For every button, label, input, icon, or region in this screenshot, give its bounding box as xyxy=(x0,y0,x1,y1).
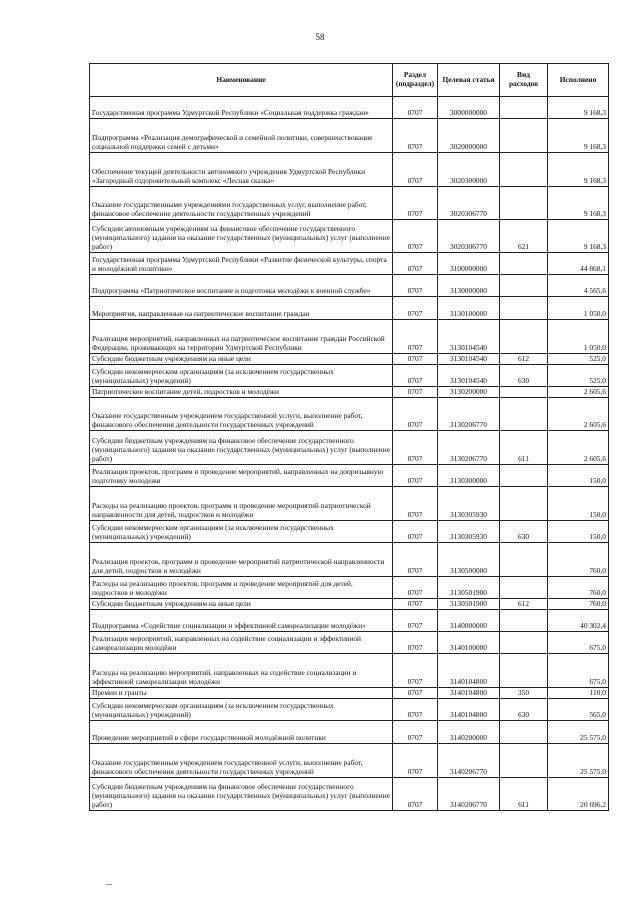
row-type xyxy=(500,577,548,599)
row-target: 3130000000 xyxy=(438,275,500,297)
row-target: 3130100000 xyxy=(438,297,500,320)
row-target: 3130104540 xyxy=(438,354,500,365)
table-header-row xyxy=(90,64,609,97)
row-target: 3130206770 xyxy=(438,431,500,465)
table-body xyxy=(90,97,609,811)
table-row xyxy=(90,487,609,521)
row-target: 3140206770 xyxy=(438,778,500,811)
page-number: 58 xyxy=(315,32,325,42)
row-type xyxy=(500,632,548,654)
row-name: Реализация проектов, программ и проведение мероприятий, направленных на допризывную подготовку молодежи xyxy=(90,465,393,487)
table-row xyxy=(90,610,609,632)
row-target: 3100000000 xyxy=(438,253,500,275)
row-amount: 675,0 xyxy=(548,654,609,688)
row-section: 0707 xyxy=(393,220,438,253)
row-amount: 675,0 xyxy=(548,632,609,654)
row-target: 3140104800 xyxy=(438,699,500,721)
header-section: Раздел (подраздел) xyxy=(393,64,438,97)
row-target: 3020300000 xyxy=(438,153,500,187)
row-amount: 150,0 xyxy=(548,521,609,543)
row-amount: 150,0 xyxy=(548,487,609,521)
table-row xyxy=(90,599,609,610)
row-amount: 44 868,1 xyxy=(548,253,609,275)
row-amount: 525,0 xyxy=(548,354,609,365)
row-section: 0707 xyxy=(393,543,438,577)
row-section: 0707 xyxy=(393,187,438,220)
row-type xyxy=(500,275,548,297)
row-name: Расходы на реализацию проектов, программ и проведение мероприятий для детей, подростков и молодёжи xyxy=(90,577,393,599)
table-row xyxy=(90,778,609,811)
table-row xyxy=(90,365,609,387)
table-row xyxy=(90,187,609,220)
row-target: 3130305930 xyxy=(438,487,500,521)
row-amount: 40 302,4 xyxy=(548,610,609,632)
row-name: Расходы на реализацию мероприятий, направленных на содействие социализации и эффективной самореализации молодёжи xyxy=(90,654,393,688)
row-section: 0707 xyxy=(393,699,438,721)
row-type: 612 xyxy=(500,599,548,610)
table-row xyxy=(90,632,609,654)
row-type: 630 xyxy=(500,699,548,721)
row-target: 3020306770 xyxy=(438,187,500,220)
row-section: 0707 xyxy=(393,275,438,297)
row-section: 0707 xyxy=(393,153,438,187)
header-amount: Исполнено xyxy=(548,64,609,97)
table-row xyxy=(90,153,609,187)
table-row xyxy=(90,654,609,688)
row-section: 0707 xyxy=(393,354,438,365)
row-amount: 760,0 xyxy=(548,577,609,599)
row-amount: 1 050,0 xyxy=(548,297,609,320)
row-target: 3130500000 xyxy=(438,543,500,577)
row-section: 0707 xyxy=(393,119,438,153)
row-target: 3130501900 xyxy=(438,577,500,599)
row-target: 3140100000 xyxy=(438,632,500,654)
row-amount: 2 605,6 xyxy=(548,398,609,431)
row-section: 0707 xyxy=(393,721,438,744)
table-row xyxy=(90,431,609,465)
row-type: 350 xyxy=(500,688,548,699)
row-section: 0707 xyxy=(393,744,438,778)
row-type xyxy=(500,187,548,220)
row-type xyxy=(500,744,548,778)
row-name: Субсидии некоммерческим организациям (за исключением государственных (муниципальных) учреждений) xyxy=(90,521,393,543)
row-section: 0707 xyxy=(393,688,438,699)
table-row xyxy=(90,521,609,543)
row-name: Мероприятия, направленные на патриотическое воспитание граждан xyxy=(90,297,393,320)
row-amount: 9 168,3 xyxy=(548,220,609,253)
row-name: Реализация мероприятий, направленных на содействие социализации и эффективной самореализации молодёжи xyxy=(90,632,393,654)
row-type: 611 xyxy=(500,778,548,811)
row-section: 0707 xyxy=(393,465,438,487)
row-section: 0707 xyxy=(393,599,438,610)
row-amount: 25 575,0 xyxy=(548,744,609,778)
table-row xyxy=(90,119,609,153)
row-name: Реализация мероприятий, направленных на патриотическое воспитание граждан Российской Федерации, проживающих на территории Удмуртской Республики xyxy=(90,320,393,354)
row-target: 3140104800 xyxy=(438,688,500,699)
row-amount: 25 575,0 xyxy=(548,721,609,744)
row-name: Расходы на реализацию проектов, программ и проведение мероприятий патриотической направленности для детей, подростков и молодёжи xyxy=(90,487,393,521)
row-name: Оказание государственным учреждением государственной услуги, выполнение работ, финансового обеспечения деятельности государственных учреждений xyxy=(90,398,393,431)
row-name: Субсидии некоммерческим организациям (за исключением государственных (муниципальных) учреждений) xyxy=(90,699,393,721)
row-section: 0707 xyxy=(393,577,438,599)
row-type: 630 xyxy=(500,521,548,543)
row-target: 3020306770 xyxy=(438,220,500,253)
row-section: 0707 xyxy=(393,97,438,119)
row-type: 630 xyxy=(500,365,548,387)
row-target: 3140200000 xyxy=(438,721,500,744)
table-row xyxy=(90,744,609,778)
row-name: Премии и гранты xyxy=(90,688,393,699)
row-type xyxy=(500,487,548,521)
row-name: Государственная программа Удмуртской Республики «Развитие физической культуры, спорта и молодёжной политики» xyxy=(90,253,393,275)
table-row xyxy=(90,465,609,487)
row-target: 3140104800 xyxy=(438,654,500,688)
table-row xyxy=(90,387,609,398)
table-row xyxy=(90,699,609,721)
table-row xyxy=(90,297,609,320)
row-amount: 1 050,0 xyxy=(548,320,609,354)
row-section: 0707 xyxy=(393,431,438,465)
table-row xyxy=(90,220,609,253)
table-row xyxy=(90,543,609,577)
table-row xyxy=(90,721,609,744)
row-name: Субсидии бюджетным учреждениям на иные цели xyxy=(90,599,393,610)
table-row xyxy=(90,354,609,365)
row-type: 621 xyxy=(500,220,548,253)
row-target: 3130200000 xyxy=(438,387,500,398)
row-target: 3140000000 xyxy=(438,610,500,632)
row-section: 0707 xyxy=(393,521,438,543)
row-amount: 760,0 xyxy=(548,599,609,610)
row-section: 0707 xyxy=(393,297,438,320)
row-type xyxy=(500,153,548,187)
row-target: 3130104540 xyxy=(438,365,500,387)
table-row xyxy=(90,275,609,297)
row-type xyxy=(500,398,548,431)
row-name: Оказание государственными учреждениями государственных услуг, выполнение работ, финансовое обеспечение деятельности государственных учреждений xyxy=(90,187,393,220)
row-section: 0707 xyxy=(393,387,438,398)
row-amount: 2 605,6 xyxy=(548,431,609,465)
row-amount: 110,0 xyxy=(548,688,609,699)
table-row xyxy=(90,320,609,354)
row-section: 0707 xyxy=(393,320,438,354)
row-target: 3140206770 xyxy=(438,744,500,778)
header-name: Наименование xyxy=(90,64,393,97)
row-type xyxy=(500,297,548,320)
row-name: Подпрограмма «Реализация демографической и семейной политики, совершенствование социальной поддержки семей с детьми» xyxy=(90,119,393,153)
row-name: Проведение мероприятий в сфере государственной молодёжной политики xyxy=(90,721,393,744)
row-name: Субсидии бюджетным учреждениям на финансовое обеспечение государственного (муниципального) задания на оказание государственных (муниципальных) услуг (выполнение работ) xyxy=(90,778,393,811)
table-row xyxy=(90,398,609,431)
row-type xyxy=(500,465,548,487)
row-name: Субсидии некоммерческим организациям (за исключением государственных (муниципальных) учреждений) xyxy=(90,365,393,387)
row-amount: 2 605,6 xyxy=(548,387,609,398)
row-target: 3000000000 xyxy=(438,97,500,119)
row-name: Подпрограмма «Патриотическое воспитание и подготовка молодёжи к военной службе» xyxy=(90,275,393,297)
row-amount: 9 168,3 xyxy=(548,187,609,220)
row-amount: 4 565,6 xyxy=(548,275,609,297)
table-row xyxy=(90,97,609,119)
row-type xyxy=(500,253,548,275)
row-target: 3130206770 xyxy=(438,398,500,431)
row-amount: 760,0 xyxy=(548,543,609,577)
row-name: Реализация проектов, программ и проведение мероприятий патриотической направленности для детей, подростков и молодёжи xyxy=(90,543,393,577)
row-section: 0707 xyxy=(393,778,438,811)
row-name: Субсидии автономным учреждениям на финансовое обеспечение государственного (муниципального) задания на оказание государственных (муниципальных) услуг (выполнение работ) xyxy=(90,220,393,253)
table-row xyxy=(90,253,609,275)
row-target: 3130300000 xyxy=(438,465,500,487)
row-name: Субсидии бюджетным учреждениям на финансовое обеспечение государственного (муниципального) задания на оказание государственных (муниципальных) услуг (выполнение работ) xyxy=(90,431,393,465)
row-target: 3130501900 xyxy=(438,599,500,610)
row-amount: 565,0 xyxy=(548,699,609,721)
row-amount: 9 168,3 xyxy=(548,153,609,187)
row-type: 612 xyxy=(500,354,548,365)
row-name: Патриотическое воспитание детей, подростков и молодёжи xyxy=(90,387,393,398)
row-section: 0707 xyxy=(393,398,438,431)
row-section: 0707 xyxy=(393,610,438,632)
row-type xyxy=(500,721,548,744)
row-section: 0707 xyxy=(393,654,438,688)
row-section: 0707 xyxy=(393,253,438,275)
row-name: Обеспечение текущей деятельности автономного учреждения Удмуртской Республики «Загородный оздоровительный комплекс «Лесная сказка» xyxy=(90,153,393,187)
table-row xyxy=(90,577,609,599)
row-type xyxy=(500,610,548,632)
row-type xyxy=(500,320,548,354)
header-target: Целевая статья xyxy=(438,64,500,97)
row-section: 0707 xyxy=(393,487,438,521)
row-amount: 150,0 xyxy=(548,465,609,487)
row-amount: 9 168,3 xyxy=(548,119,609,153)
row-target: 3130305930 xyxy=(438,521,500,543)
row-type xyxy=(500,387,548,398)
budget-table xyxy=(89,63,609,811)
row-type xyxy=(500,543,548,577)
row-target: 3020000000 xyxy=(438,119,500,153)
row-name: Подпрограмма «Содействие социализации и эффективной самореализации молодёжи» xyxy=(90,610,393,632)
row-type: 611 xyxy=(500,431,548,465)
header-type: Вид расходов xyxy=(500,64,548,97)
scan-mark xyxy=(106,884,112,885)
row-name: Государственная программа Удмуртской Республики «Социальная поддержка граждан» xyxy=(90,97,393,119)
table-row xyxy=(90,688,609,699)
row-name: Субсидии бюджетным учреждениям на иные цели xyxy=(90,354,393,365)
row-amount: 20 696,2 xyxy=(548,778,609,811)
row-section: 0707 xyxy=(393,365,438,387)
row-section: 0707 xyxy=(393,632,438,654)
row-type xyxy=(500,119,548,153)
row-name: Оказание государственным учреждением государственной услуги, выполнение работ, финансового обеспечения деятельности государственных учреждений xyxy=(90,744,393,778)
row-type xyxy=(500,97,548,119)
row-amount: 9 168,3 xyxy=(548,97,609,119)
row-type xyxy=(500,654,548,688)
row-target: 3130104540 xyxy=(438,320,500,354)
row-amount: 525,0 xyxy=(548,365,609,387)
